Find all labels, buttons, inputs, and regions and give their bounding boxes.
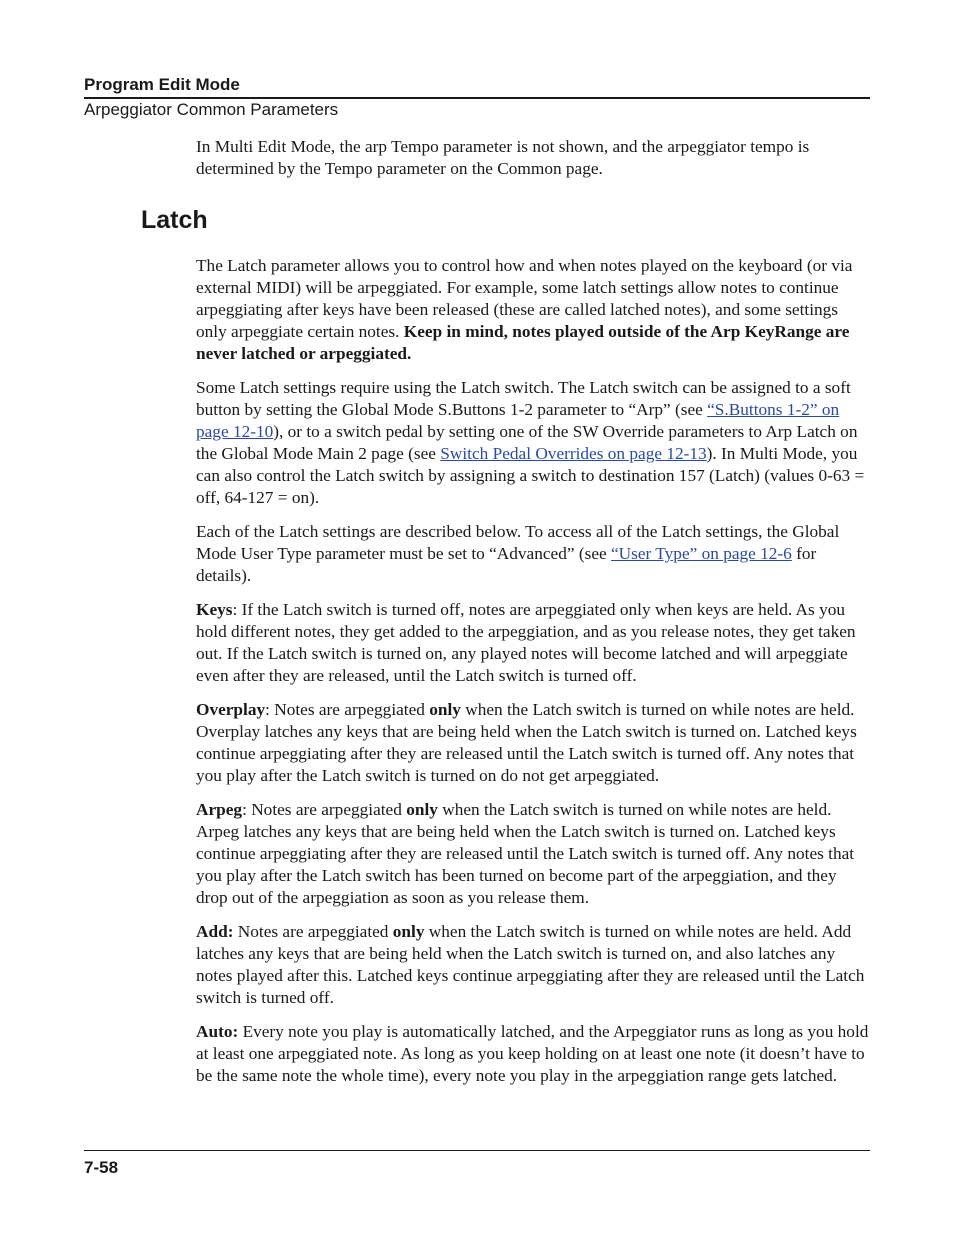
latch-description-text: The Latch parameter allows you to control how and when notes played on the keyboard (or via external MIDI) will be arpeggiated. For example, some latch settings allow notes to continue arpeggiating after keys have been released (these are called latched notes), and some settings only arpeggiate certain notes.	[196, 256, 853, 341]
section-heading: Latch	[141, 206, 208, 234]
intro-paragraph: In Multi Edit Mode, the arp Tempo parameter is not shown, and the arpeggiator tempo is determined by the Tempo parameter on the Common page.	[196, 137, 810, 178]
keys-term: Keys	[196, 600, 233, 619]
arpeg-only: only	[406, 800, 438, 819]
latch-switch-paragraph	[196, 377, 872, 509]
auto-setting	[196, 1021, 872, 1087]
latch-settings-text-b: for details).	[196, 544, 817, 585]
auto-term: Auto:	[196, 1022, 239, 1041]
overplay-text-a: : Notes are arpeggiated	[265, 700, 430, 719]
overplay-only: only	[429, 700, 461, 719]
keys-text: : If the Latch switch is turned off, notes are arpeggiated only when keys are held. As you hold different notes, they get added to the arpeggiation, and as you release notes, they get taken out. If the Latch switch is turned on, any played notes will become latched and will arpeggiate even after they are released, until the Latch switch is turned off.	[196, 600, 856, 685]
arpeg-term: Arpeg	[196, 800, 243, 819]
running-header-section: Program Edit Mode	[84, 75, 240, 94]
arpeg-text-a: : Notes are arpeggiated	[242, 800, 407, 819]
overplay-text-b: when the Latch switch is turned on while notes are held. Overplay latches any keys that are being held when the Latch switch is turned on. Latched keys continue arpeggiating after they are released until the Latch switch is turned off. Any notes that you play after the Latch switch is turned on do not get arpeggiated.	[196, 700, 857, 785]
sbuttons-page-link[interactable]: “S.Buttons 1-2” on page 12-10	[196, 400, 840, 441]
keys-setting	[196, 599, 872, 687]
keyrange-warning: Keep in mind, notes played outside of the Arp KeyRange are never latched or arpeggiated.	[196, 322, 850, 363]
user-type-page-link[interactable]: “User Type” on page 12-6	[611, 544, 792, 563]
switch-pedal-overrides-link[interactable]: Switch Pedal Overrides on page 12-13	[440, 444, 707, 463]
overplay-setting	[196, 699, 872, 787]
intro-block	[196, 136, 872, 192]
auto-text: Every note you play is automatically latched, and the Arpeggiator runs as long as you hold at least one arpeggiated note. As long as you keep holding on at least one note (it doesn’t have to be the same note the whole time), every note you play in the arpeggiation range gets latched.	[196, 1022, 869, 1085]
header-rule	[84, 97, 870, 99]
add-only: only	[392, 922, 425, 941]
latch-settings-paragraph	[196, 521, 872, 587]
add-term: Add:	[196, 922, 234, 941]
latch-switch-text-b: ), or to a switch pedal by setting one of the SW Override parameters to Arp Latch on the Global Mode Main 2 page (see	[196, 422, 858, 463]
latch-description-paragraph	[196, 255, 872, 365]
add-setting	[196, 921, 872, 1009]
footer-rule	[84, 1150, 870, 1151]
running-header-subsection: Arpeggiator Common Parameters	[84, 100, 339, 119]
arpeg-text-b: when the Latch switch is turned on while notes are held. Arpeg latches any keys that are being held when the Latch switch is turned on. Latched keys continue arpeggiating after they are released until the Latch switch is turned off. Any notes that you play after the Latch switch has been turned on become part of the arpeggiation, and they drop out of the arpeggiation as soon as you release them.	[196, 800, 855, 907]
add-text-b: when the Latch switch is turned on while notes are held. Add latches any keys that are being held when the Latch switch is turned on, and also latches any notes played after this. Latched keys continue arpeggiating after they are released until the Latch switch is turned off.	[196, 922, 865, 1007]
add-text-a: Notes are arpeggiated	[233, 922, 393, 941]
latch-switch-text-a: Some Latch settings require using the Latch switch. The Latch switch can be assigned to a soft button by setting the Global Mode S.Buttons 1-2 parameter to “Arp” (see	[196, 378, 851, 419]
arpeg-setting	[196, 799, 872, 909]
latch-body	[196, 255, 872, 1099]
latch-settings-text-a: Each of the Latch settings are described below. To access all of the Latch settings, the Global Mode User Type parameter must be set to “Advanced” (see	[196, 522, 840, 563]
page-number: 7-58	[84, 1158, 119, 1177]
latch-switch-text-c: ). In Multi Mode, you can also control the Latch switch by assigning a switch to destination 157 (Latch) (values 0-63 = off, 64-127 = on).	[196, 444, 865, 507]
overplay-term: Overplay	[196, 700, 266, 719]
